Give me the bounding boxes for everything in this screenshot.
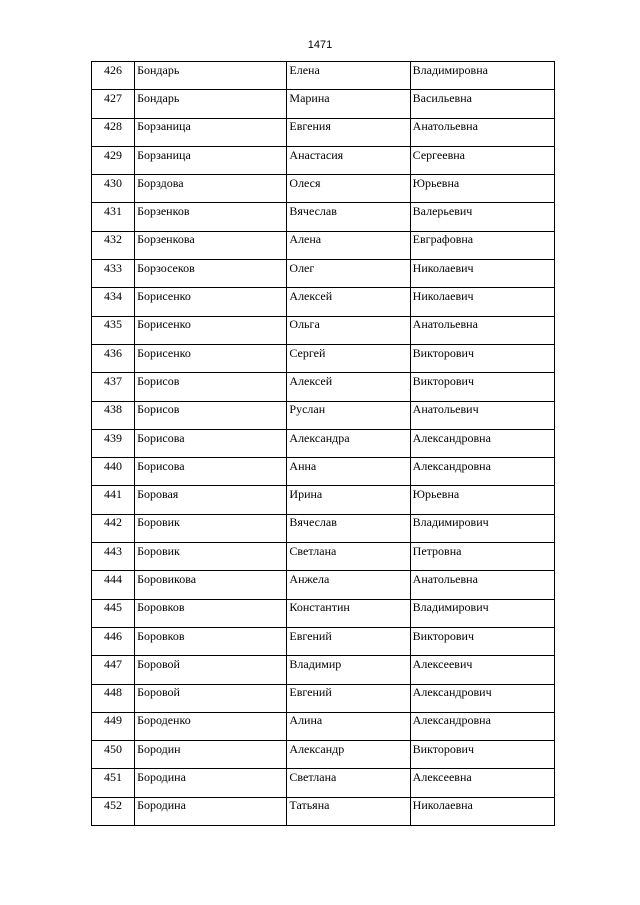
row-number-text: 440 [104, 458, 123, 473]
table-row [92, 797, 555, 825]
row-number-text: 449 [104, 713, 123, 728]
patronymic-text: Васильевна [412, 90, 472, 105]
patronymic-cell [410, 175, 554, 203]
patronymic-text: Алексеевна [412, 770, 472, 785]
surname-text: Бондарь [137, 90, 180, 105]
surname-text: Боровик [137, 515, 180, 530]
patronymic-cell [410, 797, 554, 825]
row-number-text: 432 [104, 232, 123, 247]
surname-text: Бородина [137, 770, 186, 785]
surname-text: Борисова [137, 458, 185, 473]
first-name-cell [287, 514, 410, 542]
table-row [92, 514, 555, 542]
first-name-cell [287, 797, 410, 825]
surname-text: Борисов [137, 402, 180, 417]
patronymic-cell [410, 118, 554, 146]
table-row [92, 741, 555, 769]
first-name-text: Олеся [289, 175, 321, 190]
patronymic-cell [410, 458, 554, 486]
first-name-cell [287, 90, 410, 118]
first-name-text: Ирина [289, 487, 323, 502]
row-number-cell [92, 769, 135, 797]
first-name-text: Александр [289, 741, 345, 756]
row-number-cell [92, 344, 135, 372]
first-name-cell [287, 543, 410, 571]
row-number-cell [92, 599, 135, 627]
patronymic-text: Анатольевна [412, 317, 478, 332]
row-number-cell [92, 288, 135, 316]
patronymic-cell [410, 627, 554, 655]
first-name-text: Анна [289, 458, 317, 473]
patronymic-cell [410, 344, 554, 372]
surname-cell [135, 373, 287, 401]
patronymic-text: Николаевна [412, 798, 473, 813]
row-number-text: 447 [104, 656, 123, 671]
row-number-cell [92, 90, 135, 118]
patronymic-cell [410, 514, 554, 542]
surname-cell [135, 175, 287, 203]
table-row [92, 712, 555, 740]
row-number-text: 452 [104, 798, 123, 813]
patronymic-text: Владимировна [412, 62, 488, 77]
surname-cell [135, 543, 287, 571]
row-number-cell [92, 712, 135, 740]
row-number-cell [92, 627, 135, 655]
first-name-text: Вячеслав [289, 515, 337, 530]
table-row [92, 627, 555, 655]
first-name-cell [287, 769, 410, 797]
first-name-text: Евгений [289, 628, 332, 643]
patronymic-cell [410, 599, 554, 627]
row-number-cell [92, 458, 135, 486]
surname-cell [135, 316, 287, 344]
row-number-text: 433 [104, 260, 123, 275]
surname-text: Бороденко [137, 713, 191, 728]
surname-text: Бородина [137, 798, 186, 813]
first-name-cell [287, 627, 410, 655]
surname-text: Борзаница [137, 119, 191, 134]
surname-cell [135, 486, 287, 514]
row-number-cell [92, 118, 135, 146]
surname-cell [135, 514, 287, 542]
row-number-cell [92, 486, 135, 514]
names-table [91, 61, 555, 826]
table-row [92, 458, 555, 486]
patronymic-text: Викторович [412, 345, 474, 360]
surname-cell [135, 684, 287, 712]
surname-cell [135, 627, 287, 655]
first-name-cell [287, 260, 410, 288]
first-name-cell [287, 741, 410, 769]
row-number-text: 445 [104, 600, 123, 615]
first-name-text: Сергей [289, 345, 326, 360]
row-number-cell [92, 514, 135, 542]
patronymic-text: Александрович [412, 685, 492, 700]
table-row [92, 316, 555, 344]
surname-cell [135, 769, 287, 797]
first-name-cell [287, 62, 410, 90]
row-number-cell [92, 571, 135, 599]
patronymic-text: Алексеевич [412, 656, 473, 671]
table-row [92, 486, 555, 514]
row-number-text: 444 [104, 571, 123, 586]
surname-cell [135, 712, 287, 740]
first-name-text: Александра [289, 430, 350, 445]
first-name-cell [287, 401, 410, 429]
surname-cell [135, 146, 287, 174]
patronymic-cell [410, 260, 554, 288]
first-name-cell [287, 571, 410, 599]
table-row [92, 203, 555, 231]
patronymic-text: Викторович [412, 628, 474, 643]
surname-cell [135, 118, 287, 146]
first-name-text: Татьяна [289, 798, 330, 813]
first-name-text: Евгения [289, 119, 331, 134]
row-number-text: 450 [104, 741, 123, 756]
first-name-cell [287, 429, 410, 457]
first-name-cell [287, 656, 410, 684]
row-number-text: 446 [104, 628, 123, 643]
patronymic-text: Александровна [412, 430, 491, 445]
patronymic-text: Николаевич [412, 260, 474, 275]
patronymic-text: Владимирович [412, 600, 489, 615]
row-number-text: 431 [104, 204, 123, 219]
patronymic-cell [410, 231, 554, 259]
first-name-cell [287, 486, 410, 514]
patronymic-cell [410, 741, 554, 769]
surname-text: Борзенкова [137, 232, 195, 247]
page-number: 1471 [307, 39, 333, 51]
row-number-text: 439 [104, 430, 123, 445]
surname-cell [135, 741, 287, 769]
surname-cell [135, 571, 287, 599]
patronymic-cell [410, 684, 554, 712]
first-name-cell [287, 712, 410, 740]
table-row [92, 599, 555, 627]
table-row [92, 344, 555, 372]
row-number-text: 427 [104, 90, 123, 105]
surname-text: Борисенко [137, 345, 191, 360]
patronymic-cell [410, 571, 554, 599]
row-number-cell [92, 401, 135, 429]
patronymic-text: Юрьевна [412, 175, 460, 190]
patronymic-cell [410, 401, 554, 429]
row-number-text: 437 [104, 373, 123, 388]
patronymic-cell [410, 769, 554, 797]
names-table-body [92, 62, 555, 826]
patronymic-text: Валерьевич [412, 204, 473, 219]
surname-cell [135, 90, 287, 118]
first-name-cell [287, 599, 410, 627]
first-name-text: Анжела [289, 571, 330, 586]
patronymic-cell [410, 288, 554, 316]
first-name-cell [287, 684, 410, 712]
patronymic-text: Анатольевна [412, 571, 478, 586]
first-name-text: Марина [289, 90, 330, 105]
table-row [92, 288, 555, 316]
row-number-cell [92, 62, 135, 90]
patronymic-text: Николаевич [412, 289, 474, 304]
patronymic-cell [410, 203, 554, 231]
row-number-cell [92, 203, 135, 231]
row-number-text: 438 [104, 402, 123, 417]
row-number-text: 426 [104, 62, 123, 77]
row-number-text: 436 [104, 345, 123, 360]
surname-text: Борисова [137, 430, 185, 445]
table-row [92, 118, 555, 146]
first-name-text: Светлана [289, 543, 337, 558]
table-row [92, 231, 555, 259]
surname-text: Бондарь [137, 62, 180, 77]
patronymic-text: Владимирович [412, 515, 489, 530]
surname-text: Боровков [137, 600, 185, 615]
first-name-cell [287, 344, 410, 372]
first-name-text: Вячеслав [289, 204, 337, 219]
first-name-text: Ольга [289, 317, 320, 332]
patronymic-cell [410, 62, 554, 90]
surname-cell [135, 62, 287, 90]
surname-cell [135, 288, 287, 316]
row-number-cell [92, 175, 135, 203]
patronymic-text: Александровна [412, 458, 491, 473]
surname-text: Борздова [137, 175, 184, 190]
first-name-text: Олег [289, 260, 315, 275]
row-number-text: 430 [104, 175, 123, 190]
first-name-cell [287, 458, 410, 486]
surname-cell [135, 797, 287, 825]
first-name-text: Светлана [289, 770, 337, 785]
surname-text: Борзенков [137, 204, 190, 219]
table-row [92, 175, 555, 203]
row-number-cell [92, 231, 135, 259]
surname-text: Боровикова [137, 571, 197, 586]
patronymic-text: Викторович [412, 373, 474, 388]
row-number-cell [92, 741, 135, 769]
first-name-cell [287, 146, 410, 174]
row-number-text: 443 [104, 543, 123, 558]
patronymic-cell [410, 429, 554, 457]
surname-cell [135, 231, 287, 259]
surname-text: Борзаница [137, 147, 191, 162]
surname-cell [135, 401, 287, 429]
first-name-cell [287, 203, 410, 231]
table-row [92, 90, 555, 118]
first-name-text: Алексей [289, 373, 333, 388]
surname-text: Боровков [137, 628, 185, 643]
table-row [92, 401, 555, 429]
row-number-text: 428 [104, 119, 123, 134]
patronymic-text: Евграфовна [412, 232, 474, 247]
first-name-cell [287, 373, 410, 401]
patronymic-cell [410, 486, 554, 514]
patronymic-cell [410, 543, 554, 571]
table-row [92, 373, 555, 401]
surname-text: Боровая [137, 487, 179, 502]
patronymic-cell [410, 373, 554, 401]
first-name-text: Константин [289, 600, 350, 615]
patronymic-cell [410, 712, 554, 740]
first-name-cell [287, 118, 410, 146]
patronymic-text: Юрьевна [412, 487, 460, 502]
table-row [92, 146, 555, 174]
row-number-text: 442 [104, 515, 123, 530]
row-number-text: 435 [104, 317, 123, 332]
first-name-text: Анастасия [289, 147, 344, 162]
table-row [92, 571, 555, 599]
row-number-cell [92, 316, 135, 344]
row-number-cell [92, 429, 135, 457]
patronymic-text: Анатольевич [412, 402, 479, 417]
row-number-cell [92, 373, 135, 401]
first-name-text: Владимир [289, 656, 342, 671]
surname-text: Борисенко [137, 317, 191, 332]
row-number-text: 441 [104, 487, 123, 502]
first-name-text: Алена [289, 232, 322, 247]
row-number-cell [92, 656, 135, 684]
surname-cell [135, 344, 287, 372]
first-name-text: Евгений [289, 685, 332, 700]
row-number-cell [92, 543, 135, 571]
table-row [92, 684, 555, 712]
first-name-text: Алина [289, 713, 323, 728]
row-number-text: 434 [104, 289, 123, 304]
table-row [92, 769, 555, 797]
first-name-cell [287, 288, 410, 316]
patronymic-text: Петровна [412, 543, 462, 558]
surname-cell [135, 260, 287, 288]
patronymic-cell [410, 90, 554, 118]
first-name-text: Елена [289, 62, 320, 77]
surname-cell [135, 599, 287, 627]
row-number-cell [92, 797, 135, 825]
row-number-cell [92, 146, 135, 174]
table-row [92, 429, 555, 457]
patronymic-cell [410, 146, 554, 174]
surname-text: Борзосеков [137, 260, 195, 275]
table-row [92, 656, 555, 684]
patronymic-text: Александровна [412, 713, 491, 728]
surname-cell [135, 656, 287, 684]
patronymic-text: Викторович [412, 741, 474, 756]
patronymic-text: Сергеевна [412, 147, 465, 162]
surname-text: Борисенко [137, 289, 191, 304]
surname-cell [135, 458, 287, 486]
surname-text: Борисов [137, 373, 180, 388]
row-number-cell [92, 260, 135, 288]
first-name-cell [287, 231, 410, 259]
row-number-text: 451 [104, 770, 123, 785]
patronymic-cell [410, 316, 554, 344]
surname-text: Боровой [137, 685, 180, 700]
first-name-text: Алексей [289, 289, 333, 304]
table-row [92, 62, 555, 90]
row-number-text: 429 [104, 147, 123, 162]
table-row [92, 260, 555, 288]
row-number-cell [92, 684, 135, 712]
surname-text: Бородин [137, 741, 181, 756]
surname-text: Боровой [137, 656, 180, 671]
patronymic-text: Анатольевна [412, 119, 478, 134]
row-number-text: 448 [104, 685, 123, 700]
first-name-text: Руслан [289, 402, 326, 417]
surname-cell [135, 203, 287, 231]
surname-cell [135, 429, 287, 457]
surname-text: Боровик [137, 543, 180, 558]
first-name-cell [287, 316, 410, 344]
first-name-cell [287, 175, 410, 203]
patronymic-cell [410, 656, 554, 684]
table-row [92, 543, 555, 571]
